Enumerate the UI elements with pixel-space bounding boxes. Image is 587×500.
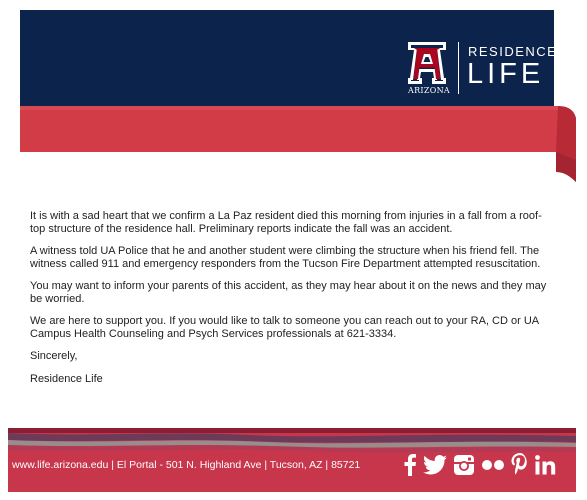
arizona-a-logo-icon bbox=[406, 40, 448, 84]
logo-arizona-text: ARIZONA bbox=[408, 86, 450, 95]
footer-address[interactable]: www.life.arizona.edu | El Portal - 501 N. Highland Ave | Tucson, AZ | 85721 bbox=[12, 459, 361, 471]
logo-residence-text: RESIDENCE bbox=[468, 44, 558, 59]
residence-life-logo bbox=[406, 40, 558, 100]
social-links bbox=[403, 450, 557, 480]
flickr-icon[interactable] bbox=[481, 459, 505, 471]
sign-off: Sincerely, bbox=[30, 350, 78, 362]
message-paragraph: You may want to inform your parents of this accident, as they may hear about it on the news and they may be worried. bbox=[30, 280, 547, 305]
email-footer bbox=[8, 428, 576, 492]
instagram-icon[interactable] bbox=[453, 454, 475, 476]
twitter-icon[interactable] bbox=[423, 455, 447, 475]
message-paragraph: We are here to support you. If you would like to talk to someone you can reach out to your RA, CD or UA Campus Health Counseling and Psych Services professionals at 621-3334. bbox=[30, 315, 539, 340]
header-ribbon bbox=[20, 100, 582, 190]
linkedin-icon[interactable] bbox=[535, 455, 557, 475]
signature: Residence Life bbox=[30, 372, 103, 385]
message-paragraph: It is with a sad heart that we confirm a La Paz resident died this morning from injuries in a fall from a roof- top structure of the residence hall. Preliminary reports indicate the fall was an accident. bbox=[30, 210, 542, 235]
logo-divider bbox=[458, 42, 459, 94]
logo-life-text: LIFE bbox=[467, 58, 545, 90]
message-body bbox=[30, 210, 550, 395]
facebook-icon[interactable] bbox=[403, 454, 417, 476]
email-header bbox=[20, 10, 558, 106]
message-paragraph: A witness told UA Police that he and another student were climbing the structure when his friend fell. The witness called 911 and emergency responders from the Tucson Fire Department attempted resuscitation. bbox=[30, 245, 541, 270]
pinterest-icon[interactable] bbox=[511, 453, 529, 477]
